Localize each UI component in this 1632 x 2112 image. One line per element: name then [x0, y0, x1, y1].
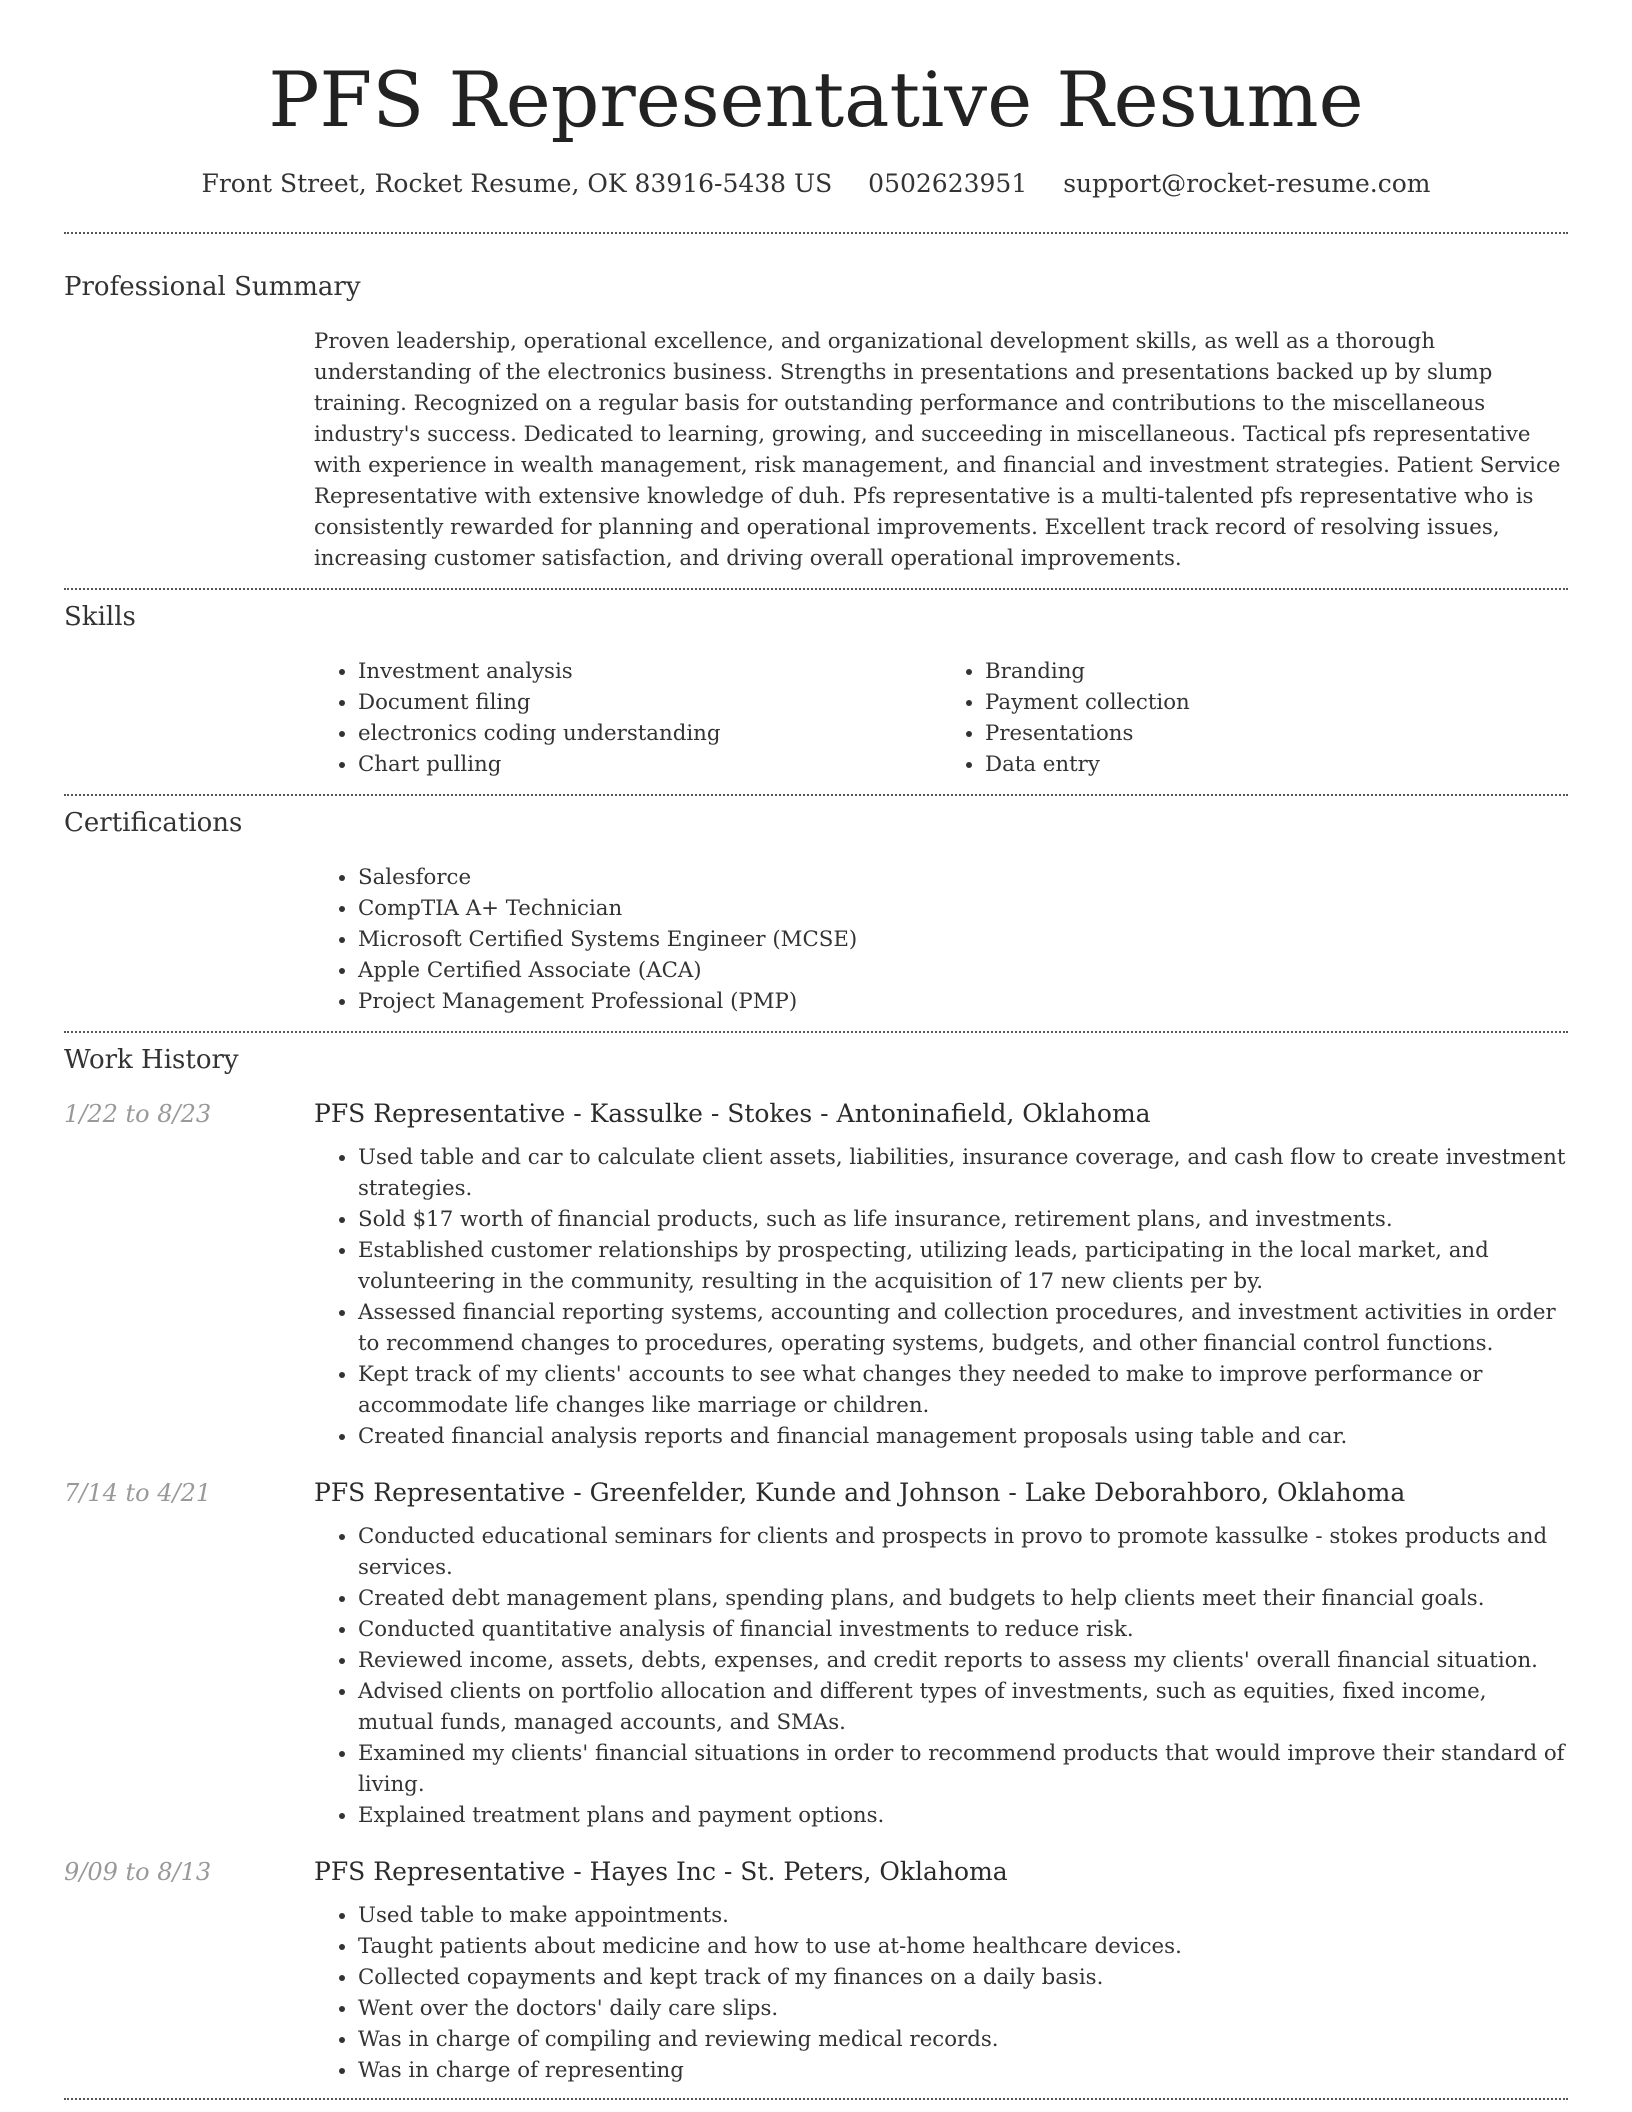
contact-email: support@rocket-resume.com [1063, 169, 1431, 199]
divider [64, 2098, 1568, 2100]
job-dates: 9/09 to 8/13 [64, 1858, 212, 1887]
skills-heading: Skills [64, 602, 136, 633]
certifications-list-wrap [314, 862, 1568, 1031]
job-bullet: • Taught patients about medicine and how to use at-home healthcare devices. [358, 1931, 1568, 1962]
job-bullet: • Was in charge of representing [358, 2055, 1568, 2086]
work-history-section [64, 1033, 1568, 2086]
skills-grid [314, 656, 1568, 794]
skill-item: • Presentations [985, 718, 1568, 749]
job-entry [64, 1478, 1568, 1831]
job-dates: 7/14 to 4/21 [64, 1479, 212, 1508]
contact-address: Front Street, Rocket Resume, OK 83916-5438 US [201, 169, 833, 199]
certification-item: • Project Management Professional (PMP) [358, 986, 1568, 1017]
job-bullet: • Created debt management plans, spending plans, and budgets to help clients meet their financial goals. [358, 1583, 1568, 1614]
job-bullet: • Assessed financial reporting systems, accounting and collection procedures, and investment activities in order to recommend changes to procedures, operating systems, budgets, and other financial control functions. [358, 1297, 1568, 1359]
skills-right-list [941, 656, 1568, 780]
job-bullet: • Reviewed income, assets, debts, expenses, and credit reports to assess my clients' overall financial situation. [358, 1645, 1568, 1676]
job-dates: 1/22 to 8/23 [64, 1100, 212, 1129]
job-bullet: • Created financial analysis reports and financial management proposals using table and car. [358, 1421, 1568, 1452]
certification-item: • Apple Certified Associate (ACA) [358, 955, 1568, 986]
skills-section [64, 590, 1568, 794]
summary-heading: Professional Summary [64, 272, 361, 303]
job-bullet: • Established customer relationships by prospecting, utilizing leads, participating in the local market, and volunteering in the community, resulting in the acquisition of 17 new clients per by. [358, 1235, 1568, 1297]
job-bullets-wrap [314, 1521, 1568, 1831]
job-bullets-wrap [314, 1142, 1568, 1452]
skills-left-list [314, 656, 941, 780]
job-bullet: • Conducted educational seminars for clients and prospects in provo to promote kassulke - stokes products and services. [358, 1521, 1568, 1583]
job-bullet: • Was in charge of compiling and reviewing medical records. [358, 2024, 1568, 2055]
certifications-heading: Certifications [64, 808, 243, 839]
job-entry [64, 1099, 1568, 1452]
resume-title: PFS Representative Resume [268, 55, 1364, 144]
job-bullet: • Used table and car to calculate client assets, liabilities, insurance coverage, and cash flow to create investment strategies. [358, 1142, 1568, 1204]
job-bullet: • Explained treatment plans and payment options. [358, 1800, 1568, 1831]
job-bullet: • Went over the doctors' daily care slips. [358, 1993, 1568, 2024]
certification-item: • CompTIA A+ Technician [358, 893, 1568, 924]
certification-item: • Salesforce [358, 862, 1568, 893]
skill-item: • Payment collection [985, 687, 1568, 718]
work-history-heading: Work History [64, 1045, 239, 1076]
skill-item: • Chart pulling [358, 749, 941, 780]
job-bullets [314, 1521, 1568, 1831]
job-bullets [314, 1900, 1568, 2086]
job-header [64, 1857, 1568, 1886]
summary-section [64, 234, 1568, 588]
job-header [64, 1478, 1568, 1507]
certifications-list [314, 862, 1568, 1017]
job-bullet: • Collected copayments and kept track of my finances on a daily basis. [358, 1962, 1568, 1993]
job-bullet: • Examined my clients' financial situations in order to recommend products that would improve their standard of living. [358, 1738, 1568, 1800]
job-bullet: • Advised clients on portfolio allocation and different types of investments, such as equities, fixed income, mutual funds, managed accounts, and SMAs. [358, 1676, 1568, 1738]
certification-item: • Microsoft Certified Systems Engineer (MCSE) [358, 924, 1568, 955]
job-title: PFS Representative - Kassulke - Stokes - Antoninafield, Oklahoma [314, 1099, 1151, 1129]
summary-text: Proven leadership, operational excellence, and organizational development skills, as well as a thorough understanding of the electronics business. Strengths in presentations and presentations backed up by slump training. Recognized on a regular basis for outstanding performance and contributions to the miscellaneous industry's success. Dedicated to learning, growing, and succeeding in miscellaneous. Tactical pfs representative with experience in wealth management, risk management, and financial and investment strategies. Patient Service Representative with extensive knowledge of duh. Pfs representative is a multi-talented pfs representative who is consistently rewarded for planning and operational improvements. Excellent track record of resolving issues, increasing customer satisfaction, and driving overall operational improvements. [314, 329, 1561, 572]
job-bullet: • Kept track of my clients' accounts to see what changes they needed to make to improve performance or accommodate life changes like marriage or children. [358, 1359, 1568, 1421]
skill-item: • Investment analysis [358, 656, 941, 687]
job-entry [64, 1857, 1568, 2086]
job-title: PFS Representative - Greenfelder, Kunde and Johnson - Lake Deborahboro, Oklahoma [314, 1478, 1406, 1508]
contact-phone: 0502623951 [868, 169, 1028, 199]
job-bullet: • Conducted quantitative analysis of financial investments to reduce risk. [358, 1614, 1568, 1645]
certifications-section [64, 796, 1568, 1031]
contact-line [64, 169, 1568, 198]
job-bullets [314, 1142, 1568, 1452]
job-title: PFS Representative - Hayes Inc - St. Peters, Oklahoma [314, 1857, 1008, 1887]
skill-item: • Document filing [358, 687, 941, 718]
job-bullet: • Sold $17 worth of financial products, such as life insurance, retirement plans, and investments. [358, 1204, 1568, 1235]
resume-page [64, 0, 1568, 2100]
job-bullets-wrap [314, 1900, 1568, 2086]
job-bullet: • Used table to make appointments. [358, 1900, 1568, 1931]
job-header [64, 1099, 1568, 1128]
skill-item: • Data entry [985, 749, 1568, 780]
skill-item: • Branding [985, 656, 1568, 687]
skill-item: • electronics coding understanding [358, 718, 941, 749]
